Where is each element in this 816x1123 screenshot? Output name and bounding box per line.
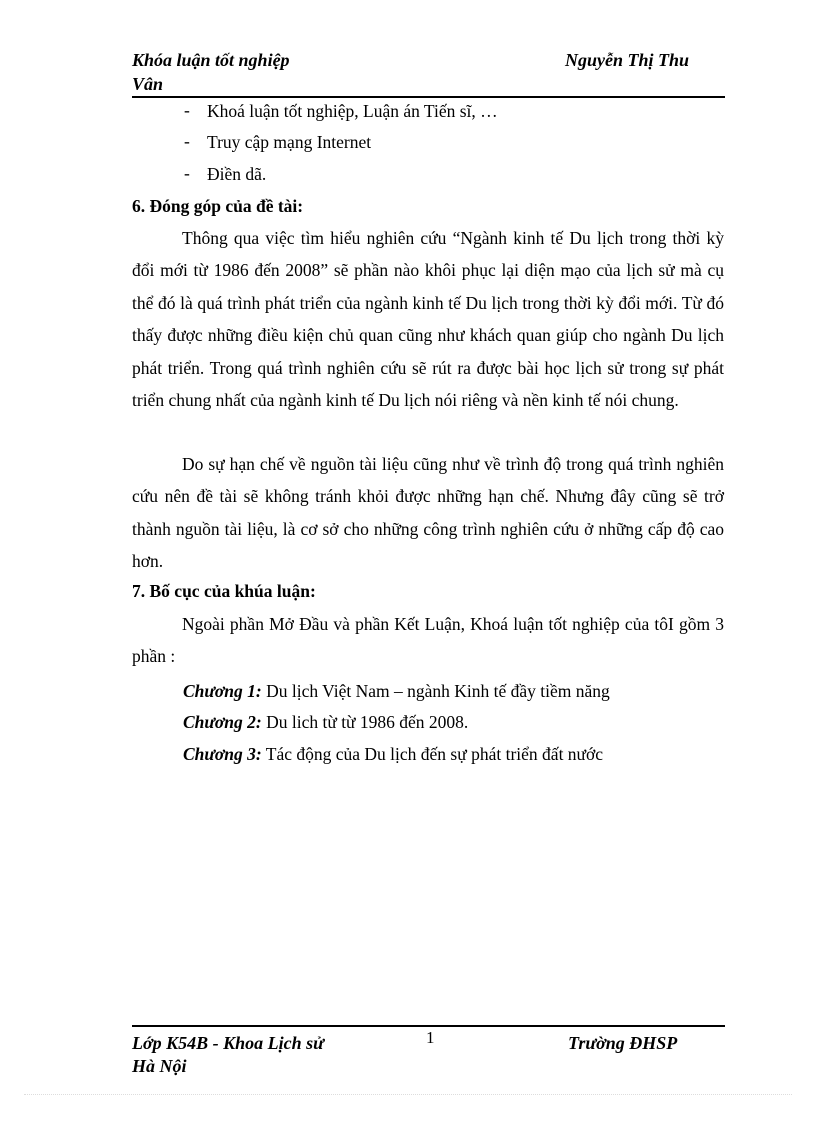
chapter-2: [183, 711, 468, 733]
section-6-paragraph-2: Do sự hạn chế về nguồn tài liệu cũng như về trình độ trong quá trình nghiên cứu nên đề tài sẽ không tránh khỏi được những hạn chế. Nhưng đây cũng sẽ trở thành nguồn tài liệu, là cơ sở cho những công trình nghiên cứu ở những cấp độ cao hơn.: [132, 454, 724, 572]
list-item: Điền dã.: [207, 164, 267, 184]
header-author: Nguyễn Thị Thu: [565, 50, 690, 70]
chapter-title: Du lịch Việt Nam – ngành Kinh tế đầy tiềm năng: [261, 681, 610, 701]
section-6-paragraph-1: Thông qua việc tìm hiểu nghiên cứu “Ngành kinh tế Du lịch trong thời kỳ đổi mới từ 1986 đến 2008” sẽ phần nào khôi phục lại diện mạo của lịch sử mà cụ thể đó là quá trình phát triển của ngành kinh tế Du lịch trong thời kỳ đổi mới. Từ đó thấy được những điều kiện chủ quan cũng như khách quan giúp cho ngành Du lịch phát triển. Trong quá trình nghiên cứu sẽ rút ra được bài học lịch sử trong sự phát triển chung nhất của ngành kinh tế Du lịch nói riêng và nền kinh tế nói chung.: [132, 228, 724, 411]
page-edge-divider: [24, 1094, 792, 1095]
chapter-label: Chương 3:: [183, 744, 262, 764]
footer-right: Trường ĐHSP: [568, 1033, 678, 1053]
header-rule: [132, 96, 725, 98]
footer-left-line2: Hà Nội: [132, 1056, 187, 1076]
header-left-line2: Vân: [132, 74, 164, 94]
list-bullet: -: [184, 163, 190, 183]
chapter-1: [183, 680, 610, 702]
list-bullet: -: [184, 131, 190, 151]
footer-left-line1: Lớp K54B - Khoa Lịch sử: [132, 1033, 324, 1053]
list-item: Khoá luận tốt nghiệp, Luận án Tiến sĩ, …: [207, 101, 498, 121]
page-number: 1: [426, 1028, 435, 1047]
chapter-title: Du lich từ từ 1986 đến 2008.: [261, 712, 469, 732]
header-left-line1: Khóa luận tốt nghiệp: [132, 50, 290, 70]
chapter-3: [183, 743, 603, 765]
section-7-heading: 7. Bố cục của khúa luận:: [132, 581, 316, 601]
chapter-title: Tác động của Du lịch đến sự phát triển đất nước: [261, 744, 604, 764]
chapter-label: Chương 1:: [183, 681, 262, 701]
list-bullet: -: [184, 100, 190, 120]
section-6-heading: 6. Đóng góp của đề tài:: [132, 196, 304, 216]
footer-rule: [132, 1025, 725, 1027]
section-7-intro: Ngoài phần Mở Đầu và phần Kết Luận, Khoá luận tốt nghiệp của tôI gồm 3 phần :: [132, 614, 724, 667]
chapter-label: Chương 2:: [183, 712, 262, 732]
list-item: Truy cập mạng Internet: [207, 132, 372, 152]
